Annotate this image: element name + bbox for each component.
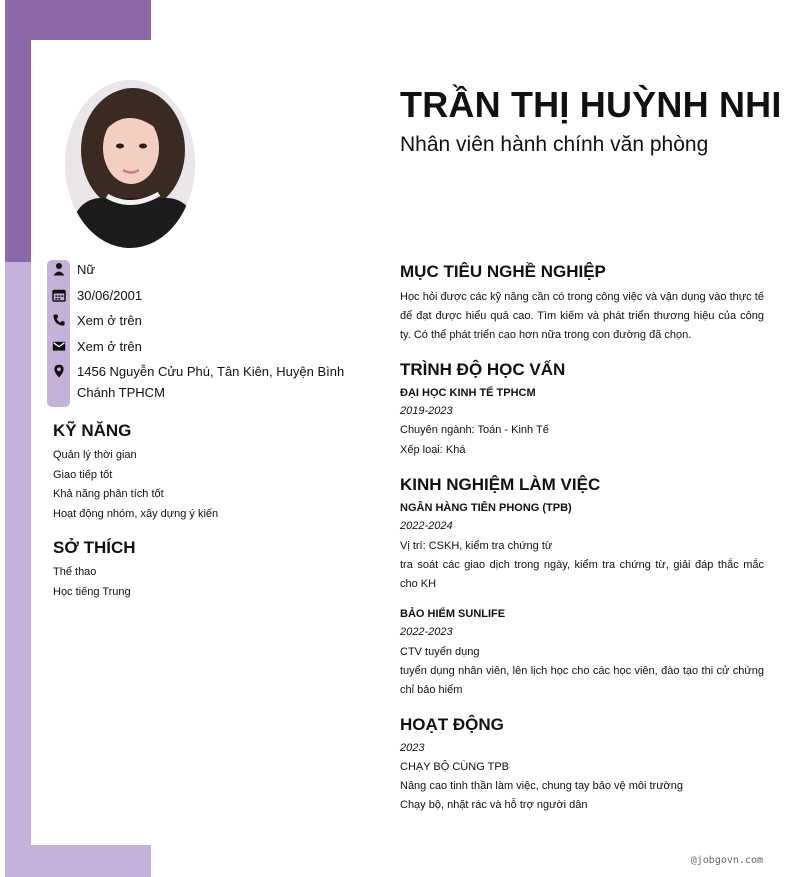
hobbies-heading: SỞ THÍCH	[53, 538, 136, 557]
experience-heading: KINH NGHIỆM LÀM VIỆC	[400, 475, 601, 494]
activity-title: CHẠY BỘ CÙNG TPB	[400, 761, 510, 773]
hobbies-list	[53, 563, 131, 602]
education-period: 2019-2023	[400, 405, 453, 417]
watermark: @jobgovn.com	[690, 855, 763, 866]
candidate-name: TRẦN THỊ HUỲNH NHI	[400, 84, 782, 125]
job-description: tuyển dụng nhân viên, lên lịch học cho các học viên, đào tạo thi cử chứng chỉ bảo hiểm	[400, 665, 764, 696]
location-pin-icon	[52, 364, 66, 378]
job-position: CTV tuyển dụng	[400, 646, 480, 658]
skills-heading: KỸ NĂNG	[53, 421, 132, 440]
skill-item: Quản lý thời gian	[53, 449, 137, 461]
hobby-item: Thể thao	[53, 566, 97, 578]
objective-heading: MỤC TIÊU NGHỀ NGHIỆP	[400, 262, 606, 281]
activity-line: Nâng cao tinh thần làm việc, chung tay bảo vệ môi trường	[400, 780, 684, 792]
profile-photo	[65, 80, 195, 248]
hobby-item: Học tiếng Trung	[53, 585, 131, 598]
job-description: tra soát các giao dịch trong ngày, kiểm tra chứng từ, giải đáp thắc mắc cho KH	[400, 559, 764, 590]
person-icon	[52, 262, 66, 276]
skill-item: Giao tiếp tốt	[53, 468, 113, 481]
activities-heading: HOẠT ĐỘNG	[400, 715, 504, 734]
objective-text: Học hỏi được các kỹ năng cần có trong công việc và vận dụng vào thực tế để đạt được hiểu quả cao. Tìm kiếm và phát triển thương hiệu của công ty. Có thể phát triển cao hơn nữa trong con đường đã chọn.	[400, 291, 764, 341]
job-company: BẢO HIỂM SUNLIFE	[400, 608, 506, 620]
activity-period: 2023	[400, 742, 425, 754]
education-major: Chuyên ngành: Toán - Kinh Tế	[400, 424, 549, 436]
skills-list	[53, 446, 218, 524]
calendar-icon	[52, 288, 66, 302]
contact-bar	[47, 260, 70, 407]
job-position: Vị trí: CSKH, kiểm tra chứng từ	[400, 540, 553, 552]
education-school: ĐẠI HỌC KINH TẾ TPHCM	[400, 387, 536, 399]
mail-icon	[52, 339, 66, 353]
phone-icon	[52, 313, 66, 327]
education-heading: TRÌNH ĐỘ HỌC VẤN	[400, 360, 566, 379]
activity-line: Chạy bộ, nhặt rác và hỗ trợ người dân	[400, 799, 588, 811]
education-rank: Xếp loại: Khá	[400, 444, 466, 456]
job-period: 2022-2024	[400, 520, 453, 532]
skill-item: Khả năng phân tích tốt	[53, 488, 164, 500]
job-company: NGÂN HÀNG TIÊN PHONG (TPB)	[400, 502, 572, 514]
skill-item: Hoạt động nhóm, xây dựng ý kiến	[53, 507, 219, 520]
candidate-role: Nhân viên hành chính văn phòng	[400, 133, 709, 156]
job-period: 2022-2023	[400, 626, 453, 638]
